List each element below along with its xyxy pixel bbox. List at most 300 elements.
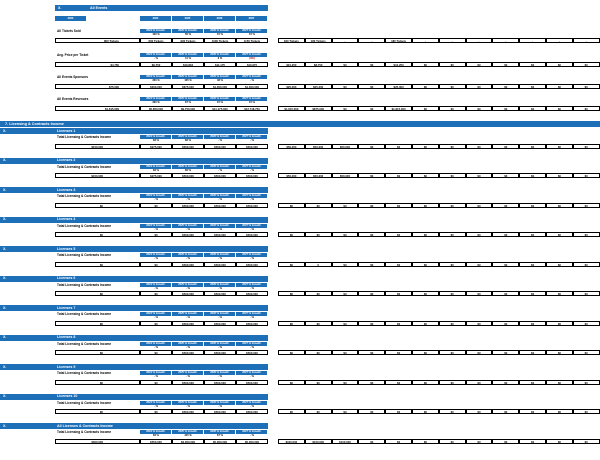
license-monthly-cell[interactable]: $0 bbox=[439, 203, 466, 208]
event-monthly-cell[interactable]: $0 bbox=[519, 62, 546, 67]
growth-value[interactable]: 15 % bbox=[249, 101, 255, 104]
license-value-cell[interactable]: $0 bbox=[140, 232, 172, 237]
license-monthly-cell[interactable]: $0 bbox=[519, 144, 546, 149]
license-monthly-cell[interactable]: $0 bbox=[466, 232, 493, 237]
growth-value[interactable]: 100 % bbox=[152, 33, 160, 36]
license-monthly-cell[interactable]: $0 bbox=[278, 262, 305, 267]
license-monthly-cell[interactable]: $0 bbox=[412, 144, 439, 149]
growth-value[interactable]: - % bbox=[250, 168, 254, 172]
growth-value[interactable]: - % bbox=[154, 286, 158, 290]
license-value-cell[interactable]: $500,000 bbox=[236, 262, 268, 267]
growth-value[interactable]: 300 % bbox=[152, 101, 160, 104]
growth-value[interactable]: - % bbox=[154, 316, 158, 319]
license-value-cell[interactable]: $500,000 bbox=[236, 144, 268, 149]
license-monthly-cell[interactable]: $0 bbox=[573, 232, 600, 237]
license-monthly-cell[interactable]: $0 bbox=[519, 439, 546, 444]
license-value-cell[interactable]: $500,000 bbox=[172, 203, 204, 208]
growth-value[interactable]: 82 % bbox=[185, 139, 191, 142]
license-monthly-cell[interactable]: $50,000 bbox=[332, 144, 359, 149]
event-value-cell[interactable]: $5,850,000 bbox=[140, 106, 172, 111]
event-monthly-cell[interactable]: $0 bbox=[492, 62, 519, 67]
license-value-cell[interactable]: $500,000 bbox=[236, 380, 268, 385]
license-monthly-cell[interactable]: $0 bbox=[519, 291, 546, 296]
growth-value[interactable]: - % bbox=[218, 257, 222, 260]
event-monthly-cell[interactable]: - bbox=[492, 38, 519, 43]
license-monthly-cell[interactable]: $0 bbox=[385, 262, 412, 267]
license-monthly-cell[interactable]: $0 bbox=[546, 144, 573, 149]
growth-value[interactable]: - % bbox=[154, 257, 158, 260]
event-value-cell[interactable]: $11,175 bbox=[204, 62, 236, 67]
event-monthly-cell[interactable]: $0 bbox=[412, 84, 439, 89]
license-monthly-cell[interactable]: $0 bbox=[492, 262, 519, 267]
growth-value[interactable]: 11 % bbox=[185, 57, 191, 60]
event-monthly-cell[interactable]: $25,000 bbox=[385, 84, 412, 89]
license-value-cell[interactable]: $0 bbox=[140, 350, 172, 355]
event-monthly-cell[interactable]: $0 bbox=[412, 62, 439, 67]
license-value-cell[interactable]: $500,000 bbox=[172, 321, 204, 326]
license-value-cell[interactable]: $500,000 bbox=[236, 350, 268, 355]
license-monthly-cell[interactable]: $0 bbox=[466, 380, 493, 385]
growth-value[interactable]: 82 % bbox=[185, 168, 191, 172]
license-monthly-cell[interactable]: $50,000 bbox=[332, 173, 359, 178]
license-monthly-cell[interactable]: $0 bbox=[385, 409, 412, 414]
license-monthly-cell[interactable]: $0 bbox=[412, 409, 439, 414]
growth-value[interactable]: 83 % bbox=[153, 168, 159, 172]
event-monthly-cell[interactable]: - bbox=[546, 38, 573, 43]
license-monthly-cell[interactable]: $0 bbox=[358, 409, 385, 414]
growth-value[interactable]: - % bbox=[186, 345, 190, 349]
event-monthly-cell[interactable]: $0 bbox=[439, 84, 466, 89]
license-monthly-cell[interactable]: $0 bbox=[492, 350, 519, 355]
license-monthly-cell[interactable]: $0 bbox=[412, 291, 439, 296]
license-value-cell[interactable]: $500,000 bbox=[204, 203, 236, 208]
license-monthly-cell[interactable]: $0 bbox=[573, 144, 600, 149]
license-monthly-cell[interactable]: $0 bbox=[519, 409, 546, 414]
license-monthly-cell[interactable]: $0 bbox=[546, 380, 573, 385]
license-monthly-cell[interactable]: $0 bbox=[573, 262, 600, 267]
license-monthly-cell[interactable]: $0 bbox=[358, 321, 385, 326]
growth-value[interactable]: - % bbox=[154, 227, 158, 231]
license-value-cell[interactable]: $500,000 bbox=[172, 380, 204, 385]
event-value-cell[interactable]: $675,000 bbox=[172, 84, 204, 89]
event-value-cell[interactable]: $10,975 bbox=[236, 62, 268, 67]
event-value-cell[interactable]: $10,833 bbox=[172, 62, 204, 67]
license-monthly-cell[interactable]: $0 bbox=[412, 262, 439, 267]
license-monthly-cell[interactable]: $0 bbox=[305, 203, 332, 208]
license-monthly-cell[interactable]: $0 bbox=[573, 291, 600, 296]
growth-value[interactable]: - % bbox=[218, 404, 222, 408]
license-value-cell[interactable]: $0 bbox=[55, 262, 140, 267]
license-monthly-cell[interactable]: $0 bbox=[546, 439, 573, 444]
license-monthly-cell[interactable]: $0 bbox=[573, 173, 600, 178]
license-monthly-cell[interactable]: $100,000 bbox=[305, 439, 332, 444]
license-monthly-cell[interactable]: $0 bbox=[278, 350, 305, 355]
growth-value[interactable]: - % bbox=[250, 434, 254, 437]
event-monthly-cell[interactable]: $0 bbox=[332, 106, 359, 111]
license-monthly-cell[interactable]: $0 bbox=[439, 439, 466, 444]
event-monthly-cell[interactable]: $0 bbox=[519, 84, 546, 89]
growth-value[interactable]: - % bbox=[250, 257, 254, 260]
growth-value[interactable]: - % bbox=[250, 404, 254, 408]
license-value-cell[interactable]: $500,000 bbox=[204, 409, 236, 414]
license-monthly-cell[interactable]: $0 bbox=[492, 439, 519, 444]
growth-value[interactable]: 48 % bbox=[217, 79, 223, 82]
license-value-cell[interactable]: $500,000 bbox=[204, 262, 236, 267]
event-monthly-cell[interactable]: $25,000 bbox=[278, 84, 305, 89]
growth-value[interactable]: 15 % bbox=[249, 33, 255, 36]
growth-value[interactable]: 125 % bbox=[184, 79, 192, 82]
event-monthly-cell[interactable]: - bbox=[466, 38, 493, 43]
growth-value[interactable]: - % bbox=[218, 286, 222, 290]
event-monthly-cell[interactable]: $0 bbox=[546, 84, 573, 89]
growth-value[interactable]: - % bbox=[218, 227, 222, 231]
license-monthly-cell[interactable]: $0 bbox=[519, 203, 546, 208]
event-monthly-cell[interactable]: - bbox=[439, 38, 466, 43]
license-value-cell[interactable]: $500,000 bbox=[204, 350, 236, 355]
growth-value[interactable]: - % bbox=[250, 198, 254, 201]
license-monthly-cell[interactable]: $0 bbox=[358, 380, 385, 385]
growth-value[interactable]: - % bbox=[250, 139, 254, 142]
event-monthly-cell[interactable]: $8,750 bbox=[305, 62, 332, 67]
license-monthly-cell[interactable]: $0 bbox=[358, 262, 385, 267]
event-monthly-cell[interactable]: $10,250 bbox=[278, 62, 305, 67]
event-monthly-cell[interactable]: $0 bbox=[466, 106, 493, 111]
license-monthly-cell[interactable]: $0 bbox=[546, 350, 573, 355]
license-value-cell[interactable]: $150,000 bbox=[55, 144, 140, 149]
license-monthly-cell[interactable]: $0 bbox=[278, 380, 305, 385]
license-value-cell[interactable]: $550,000 bbox=[140, 439, 172, 444]
license-monthly-cell[interactable]: $0 bbox=[439, 321, 466, 326]
license-monthly-cell[interactable]: $50,000 bbox=[278, 144, 305, 149]
event-monthly-cell[interactable]: $0 bbox=[573, 84, 600, 89]
event-monthly-cell[interactable]: $0 bbox=[439, 62, 466, 67]
growth-value[interactable]: - % bbox=[218, 345, 222, 349]
event-monthly-cell[interactable]: $10,250 bbox=[385, 62, 412, 67]
license-monthly-cell[interactable]: $0 bbox=[546, 321, 573, 326]
license-monthly-cell[interactable]: $100,000 bbox=[278, 439, 305, 444]
growth-value[interactable]: (3%) bbox=[249, 57, 255, 60]
license-monthly-cell[interactable]: $0 bbox=[332, 350, 359, 355]
license-value-cell[interactable]: $0 bbox=[140, 203, 172, 208]
growth-value[interactable]: - % bbox=[218, 198, 222, 201]
license-monthly-cell[interactable]: $0 bbox=[466, 203, 493, 208]
event-monthly-cell[interactable]: $0 bbox=[546, 106, 573, 111]
event-value-cell[interactable]: $75,000 bbox=[55, 84, 140, 89]
license-monthly-cell[interactable]: $0 bbox=[332, 409, 359, 414]
growth-value[interactable]: - % bbox=[154, 375, 158, 378]
license-monthly-cell[interactable]: $0 bbox=[573, 380, 600, 385]
event-monthly-cell[interactable]: $0 bbox=[466, 84, 493, 89]
license-monthly-cell[interactable]: $0 bbox=[519, 232, 546, 237]
event-monthly-cell[interactable]: - bbox=[358, 38, 385, 43]
license-value-cell[interactable]: $0 bbox=[140, 380, 172, 385]
license-monthly-cell[interactable]: $0 bbox=[466, 144, 493, 149]
license-monthly-cell[interactable]: $0 bbox=[466, 173, 493, 178]
license-monthly-cell[interactable]: $0 bbox=[466, 321, 493, 326]
license-monthly-cell[interactable]: $0 bbox=[358, 144, 385, 149]
license-monthly-cell[interactable]: $0 bbox=[358, 439, 385, 444]
license-value-cell[interactable]: $275,000 bbox=[140, 173, 172, 178]
license-value-cell[interactable]: $5,000,000 bbox=[236, 439, 268, 444]
event-monthly-cell[interactable]: 180 Tickets bbox=[305, 38, 332, 43]
license-monthly-cell[interactable]: $0 bbox=[385, 350, 412, 355]
license-value-cell[interactable]: $0 bbox=[140, 321, 172, 326]
license-monthly-cell[interactable]: $0 bbox=[573, 350, 600, 355]
license-monthly-cell[interactable]: $0 bbox=[332, 380, 359, 385]
event-monthly-cell[interactable]: $0 bbox=[519, 106, 546, 111]
growth-value[interactable]: 67 % bbox=[185, 101, 191, 104]
license-monthly-cell[interactable]: $0 bbox=[439, 350, 466, 355]
event-value-cell[interactable]: 600 Tickets bbox=[140, 38, 172, 43]
growth-value[interactable]: 445 % bbox=[184, 434, 192, 437]
event-monthly-cell[interactable]: $0 bbox=[358, 106, 385, 111]
event-monthly-cell[interactable]: 180 Tickets bbox=[385, 38, 412, 43]
license-value-cell[interactable]: $0 bbox=[55, 291, 140, 296]
license-monthly-cell[interactable]: $0 bbox=[439, 291, 466, 296]
license-monthly-cell[interactable]: $100,000 bbox=[332, 439, 359, 444]
license-monthly-cell[interactable]: $0 bbox=[573, 409, 600, 414]
license-monthly-cell[interactable]: $0 bbox=[519, 173, 546, 178]
license-monthly-cell[interactable]: $0 bbox=[546, 409, 573, 414]
license-monthly-cell[interactable]: $0 bbox=[466, 291, 493, 296]
license-monthly-cell[interactable]: $0 bbox=[439, 409, 466, 414]
license-monthly-cell[interactable]: $0 bbox=[519, 262, 546, 267]
growth-value[interactable]: - % bbox=[154, 345, 158, 349]
event-monthly-cell[interactable]: $0 bbox=[573, 62, 600, 67]
event-monthly-cell[interactable]: $0 bbox=[332, 84, 359, 89]
license-value-cell[interactable]: $500,000 bbox=[172, 350, 204, 355]
license-monthly-cell[interactable]: $0 bbox=[358, 291, 385, 296]
event-monthly-cell[interactable]: $0 bbox=[466, 62, 493, 67]
growth-value[interactable]: - % bbox=[250, 375, 254, 378]
license-monthly-cell[interactable]: $0 bbox=[439, 232, 466, 237]
license-value-cell[interactable]: $300,000 bbox=[55, 439, 140, 444]
event-monthly-cell[interactable]: - bbox=[332, 38, 359, 43]
license-value-cell[interactable]: $500,000 bbox=[204, 321, 236, 326]
event-value-cell[interactable]: 800 Tickets bbox=[55, 38, 140, 43]
license-value-cell[interactable]: $500,000 bbox=[236, 203, 268, 208]
license-value-cell[interactable]: $500,000 bbox=[204, 380, 236, 385]
license-value-cell[interactable]: $0 bbox=[55, 409, 140, 414]
license-value-cell[interactable]: $0 bbox=[55, 232, 140, 237]
license-monthly-cell[interactable]: $0 bbox=[439, 380, 466, 385]
event-monthly-cell[interactable]: 180 Tickets bbox=[278, 38, 305, 43]
license-monthly-cell[interactable]: $0 bbox=[412, 350, 439, 355]
event-monthly-cell[interactable]: $0 bbox=[332, 62, 359, 67]
license-monthly-cell[interactable]: $0 bbox=[305, 321, 332, 326]
license-monthly-cell[interactable]: $50,000 bbox=[278, 173, 305, 178]
growth-value[interactable]: - % bbox=[154, 198, 158, 201]
license-monthly-cell[interactable]: $0 bbox=[278, 291, 305, 296]
license-monthly-cell[interactable]: $0 bbox=[573, 203, 600, 208]
growth-value[interactable]: - % bbox=[218, 316, 222, 319]
event-monthly-cell[interactable]: - bbox=[573, 38, 600, 43]
license-monthly-cell[interactable]: $0 bbox=[385, 144, 412, 149]
license-value-cell[interactable]: $500,000 bbox=[236, 409, 268, 414]
license-value-cell[interactable]: $5,000,000 bbox=[204, 439, 236, 444]
growth-value[interactable]: - % bbox=[154, 57, 158, 60]
license-value-cell[interactable]: $500,000 bbox=[172, 291, 204, 296]
license-monthly-cell[interactable]: $50,000 bbox=[305, 173, 332, 178]
license-monthly-cell[interactable]: $0 bbox=[546, 291, 573, 296]
license-monthly-cell[interactable]: $0 bbox=[332, 291, 359, 296]
growth-value[interactable]: 15 % bbox=[217, 33, 223, 36]
license-monthly-cell[interactable]: $0 bbox=[385, 203, 412, 208]
growth-value[interactable]: 15 % bbox=[217, 101, 223, 104]
growth-value[interactable]: 83 % bbox=[153, 434, 159, 437]
license-value-cell[interactable]: $500,000 bbox=[172, 409, 204, 414]
growth-value[interactable]: - % bbox=[186, 286, 190, 290]
event-monthly-cell[interactable]: $0 bbox=[412, 106, 439, 111]
license-monthly-cell[interactable]: $0 bbox=[305, 291, 332, 296]
license-value-cell[interactable]: $0 bbox=[55, 203, 140, 208]
event-value-cell[interactable]: $9,750,000 bbox=[172, 106, 204, 111]
license-value-cell[interactable]: $500,000 bbox=[204, 173, 236, 178]
growth-value[interactable]: 83 % bbox=[153, 139, 159, 142]
event-value-cell[interactable]: $11,175,000 bbox=[204, 106, 236, 111]
license-value-cell[interactable]: $0 bbox=[140, 262, 172, 267]
license-monthly-cell[interactable]: $0 bbox=[412, 232, 439, 237]
license-monthly-cell[interactable]: $0 bbox=[492, 232, 519, 237]
growth-value[interactable]: - % bbox=[186, 257, 190, 260]
license-value-cell[interactable]: $0 bbox=[55, 321, 140, 326]
growth-value[interactable]: - % bbox=[218, 375, 222, 378]
license-value-cell[interactable]: $500,000 bbox=[204, 291, 236, 296]
license-monthly-cell[interactable]: $0 bbox=[412, 203, 439, 208]
license-monthly-cell[interactable]: $0 bbox=[305, 232, 332, 237]
license-monthly-cell[interactable]: $0 bbox=[358, 350, 385, 355]
license-value-cell[interactable]: $275,000 bbox=[140, 144, 172, 149]
event-monthly-cell[interactable]: - bbox=[519, 38, 546, 43]
license-value-cell[interactable]: $500,000 bbox=[204, 232, 236, 237]
growth-value[interactable]: - % bbox=[186, 227, 190, 231]
event-value-cell[interactable]: $12,718,750 bbox=[236, 106, 268, 111]
license-monthly-cell[interactable]: $0 bbox=[412, 439, 439, 444]
license-monthly-cell[interactable]: $0 bbox=[385, 173, 412, 178]
license-monthly-cell[interactable]: $0 bbox=[358, 232, 385, 237]
license-monthly-cell[interactable]: $0 bbox=[546, 173, 573, 178]
growth-value[interactable]: - % bbox=[218, 139, 222, 142]
event-monthly-cell[interactable]: $0 bbox=[492, 106, 519, 111]
license-monthly-cell[interactable]: $0 bbox=[278, 321, 305, 326]
event-value-cell[interactable]: 900 Tickets bbox=[172, 38, 204, 43]
license-monthly-cell[interactable]: $0 bbox=[492, 409, 519, 414]
license-value-cell[interactable]: $500,000 bbox=[236, 291, 268, 296]
license-monthly-cell[interactable]: 0 bbox=[305, 262, 332, 267]
license-value-cell[interactable]: $500,000 bbox=[204, 144, 236, 149]
license-monthly-cell[interactable]: $0 bbox=[385, 321, 412, 326]
event-monthly-cell[interactable]: $0 bbox=[439, 106, 466, 111]
license-monthly-cell[interactable]: $0 bbox=[466, 262, 493, 267]
license-monthly-cell[interactable]: $0 bbox=[546, 203, 573, 208]
license-monthly-cell[interactable]: $0 bbox=[439, 144, 466, 149]
growth-value[interactable]: - % bbox=[250, 286, 254, 290]
license-value-cell[interactable]: $0 bbox=[55, 380, 140, 385]
growth-value[interactable]: - % bbox=[218, 168, 222, 172]
license-monthly-cell[interactable]: $0 bbox=[332, 203, 359, 208]
event-monthly-cell[interactable]: $1,615,000 bbox=[385, 106, 412, 111]
license-monthly-cell[interactable]: $0 bbox=[519, 380, 546, 385]
license-value-cell[interactable]: $500,000 bbox=[172, 173, 204, 178]
license-monthly-cell[interactable]: $0 bbox=[492, 203, 519, 208]
event-value-cell[interactable]: $1,000,000 bbox=[204, 84, 236, 89]
license-monthly-cell[interactable]: $0 bbox=[412, 321, 439, 326]
license-monthly-cell[interactable]: $0 bbox=[385, 439, 412, 444]
event-value-cell[interactable]: 1150 Tickets bbox=[236, 38, 268, 43]
growth-value[interactable]: - % bbox=[250, 316, 254, 319]
license-value-cell[interactable]: $500,000 bbox=[236, 321, 268, 326]
license-value-cell[interactable]: $0 bbox=[140, 291, 172, 296]
license-monthly-cell[interactable]: $0 bbox=[492, 291, 519, 296]
license-monthly-cell[interactable]: $0 bbox=[492, 144, 519, 149]
license-value-cell[interactable]: $500,000 bbox=[172, 144, 204, 149]
license-monthly-cell[interactable]: $0 bbox=[573, 439, 600, 444]
event-value-cell[interactable]: $1,615,000 bbox=[55, 106, 140, 111]
license-monthly-cell[interactable]: $50,000 bbox=[305, 144, 332, 149]
event-monthly-cell[interactable]: $25,000 bbox=[305, 84, 332, 89]
license-monthly-cell[interactable]: $0 bbox=[278, 409, 305, 414]
license-monthly-cell[interactable]: $0 bbox=[492, 380, 519, 385]
growth-value[interactable]: - % bbox=[186, 316, 190, 319]
event-monthly-cell[interactable]: $0 bbox=[546, 62, 573, 67]
license-monthly-cell[interactable]: $0 bbox=[466, 409, 493, 414]
event-value-cell[interactable]: $4,750 bbox=[55, 62, 140, 67]
growth-value[interactable]: - % bbox=[250, 227, 254, 231]
license-value-cell[interactable]: $0 bbox=[140, 409, 172, 414]
growth-value[interactable]: 50 % bbox=[185, 33, 191, 36]
license-value-cell[interactable]: $0 bbox=[55, 350, 140, 355]
license-monthly-cell[interactable]: $0 bbox=[385, 380, 412, 385]
license-monthly-cell[interactable]: $0 bbox=[439, 173, 466, 178]
license-value-cell[interactable]: $500,000 bbox=[172, 262, 204, 267]
growth-value[interactable]: - % bbox=[250, 79, 254, 82]
license-monthly-cell[interactable]: $0 bbox=[278, 232, 305, 237]
license-monthly-cell[interactable]: $0 bbox=[492, 173, 519, 178]
growth-value[interactable]: 2 % bbox=[217, 57, 223, 60]
license-monthly-cell[interactable]: $0 bbox=[332, 321, 359, 326]
event-monthly-cell[interactable]: $875,000 bbox=[305, 106, 332, 111]
event-monthly-cell[interactable]: $0 bbox=[358, 84, 385, 89]
license-monthly-cell[interactable]: $0 bbox=[278, 203, 305, 208]
license-monthly-cell[interactable]: $0 bbox=[466, 350, 493, 355]
license-value-cell[interactable]: $500,000 bbox=[236, 173, 268, 178]
growth-value[interactable]: - % bbox=[186, 375, 190, 378]
license-monthly-cell[interactable]: $0 bbox=[492, 321, 519, 326]
event-value-cell[interactable]: $300,000 bbox=[140, 84, 172, 89]
growth-value[interactable]: - % bbox=[186, 404, 190, 408]
license-monthly-cell[interactable]: $0 bbox=[332, 262, 359, 267]
license-monthly-cell[interactable]: $0 bbox=[412, 173, 439, 178]
license-monthly-cell[interactable]: $0 bbox=[385, 232, 412, 237]
license-monthly-cell[interactable]: $0 bbox=[305, 409, 332, 414]
license-monthly-cell[interactable]: $0 bbox=[358, 203, 385, 208]
event-value-cell[interactable]: $1,000,000 bbox=[236, 84, 268, 89]
license-value-cell[interactable]: $3,000,000 bbox=[172, 439, 204, 444]
license-monthly-cell[interactable]: $0 bbox=[439, 262, 466, 267]
event-monthly-cell[interactable]: $1,615,000 bbox=[278, 106, 305, 111]
growth-value[interactable]: 300 % bbox=[152, 79, 160, 82]
license-monthly-cell[interactable]: $0 bbox=[519, 321, 546, 326]
event-value-cell[interactable]: $9,750 bbox=[140, 62, 172, 67]
growth-value[interactable]: - % bbox=[250, 345, 254, 349]
license-value-cell[interactable]: $500,000 bbox=[172, 232, 204, 237]
license-monthly-cell[interactable]: $0 bbox=[546, 232, 573, 237]
license-monthly-cell[interactable]: $0 bbox=[385, 291, 412, 296]
license-monthly-cell[interactable]: $0 bbox=[358, 173, 385, 178]
growth-value[interactable]: 67 % bbox=[217, 434, 223, 437]
license-monthly-cell[interactable]: $0 bbox=[466, 439, 493, 444]
event-monthly-cell[interactable]: - bbox=[412, 38, 439, 43]
